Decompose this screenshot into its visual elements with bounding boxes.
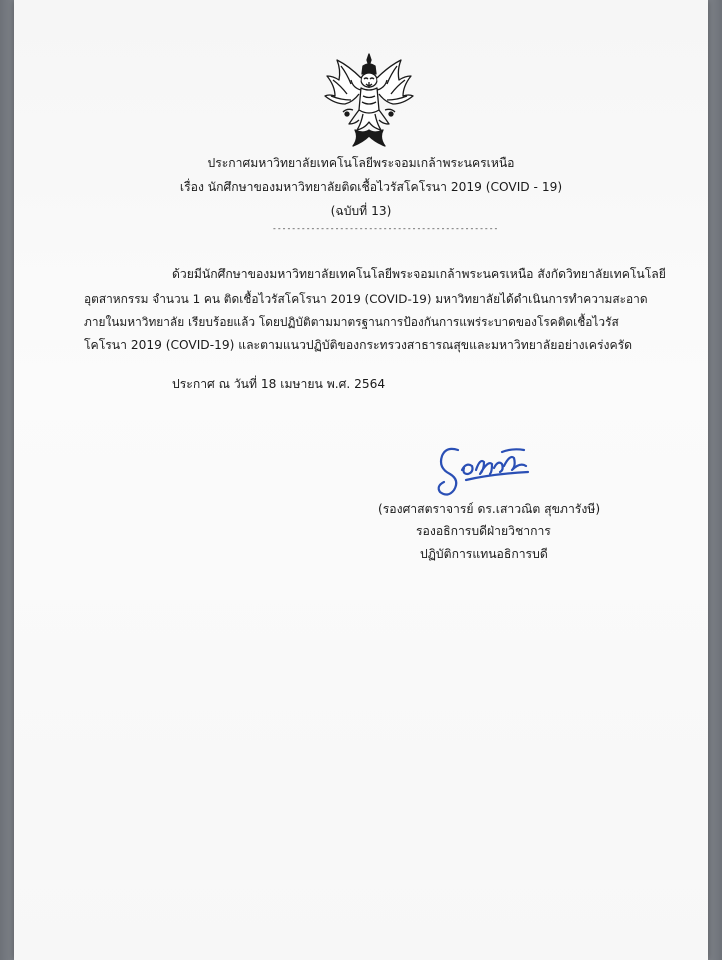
body-line-4: โคโรนา 2019 (COVID-19) และตามแนวปฏิบัติของกระทรวงสาธารณสุขและมหาวิทยาลัยอย่างเคร่งครัด bbox=[84, 338, 633, 352]
announcement-issue: (ฉบับที่ 13) bbox=[330, 204, 392, 218]
signatory-acting: ปฏิบัติการแทนอธิการบดี bbox=[420, 547, 548, 561]
body-line-3: ภายในมหาวิทยาลัย เรียบร้อยแล้ว โดยปฏิบัติตามมาตรฐานการป้องกันการแพร่ระบาดของโรคติดเชื้อไวรัส bbox=[84, 315, 619, 329]
document-page bbox=[14, 0, 708, 960]
announcement-subject: เรื่อง นักศึกษาของมหาวิทยาลัยติดเชื้อไวรัสโคโรนา 2019 (COVID - 19) bbox=[179, 180, 563, 194]
signatory-name: (รองศาสตราจารย์ ดร.เสาวณิต สุขภารังษี) bbox=[378, 502, 601, 516]
separator-line: ----------------------------------------------- bbox=[272, 224, 499, 233]
signature-icon bbox=[432, 440, 542, 502]
announcement-date: ประกาศ ณ วันที่ 18 เมษายน พ.ศ. 2564 bbox=[172, 377, 386, 391]
body-line-2: อุตสาหกรรม จำนวน 1 คน ติดเชื้อไวรัสโคโรนา 2019 (COVID-19) มหาวิทยาลัยได้ดำเนินการทำความสะอาด bbox=[84, 292, 648, 306]
body-line-1: ด้วยมีนักศึกษาของมหาวิทยาลัยเทคโนโลยีพระจอมเกล้าพระนครเหนือ สังกัดวิทยาลัยเทคโนโลยี bbox=[172, 267, 666, 281]
announcement-title: ประกาศมหาวิทยาลัยเทคโนโลยีพระจอมเกล้าพระนครเหนือ bbox=[207, 156, 515, 170]
garuda-emblem-icon bbox=[319, 52, 419, 150]
signatory-position: รองอธิการบดีฝ่ายวิชาการ bbox=[416, 524, 551, 538]
